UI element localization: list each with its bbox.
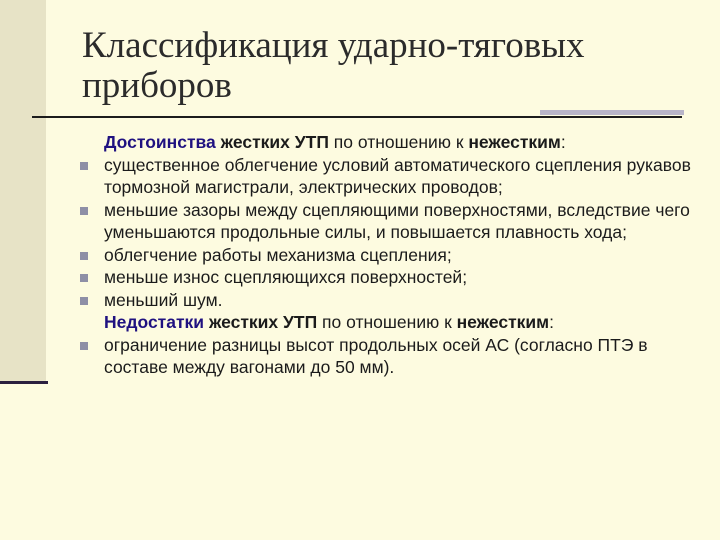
advantage-text: меньшие зазоры между сцепляющими поверхностями, вследствие чего уменьшаются продольные силы, и повышается плавность хода; bbox=[104, 199, 690, 242]
advantages-nonrigid: нежестким bbox=[468, 132, 561, 152]
advantage-text: облегчение работы механизма сцепления; bbox=[104, 244, 452, 265]
advantage-text: меньше износ сцепляющихся поверхностей; bbox=[104, 267, 468, 287]
disadvantages-nonrigid: нежестким bbox=[456, 312, 550, 332]
advantages-header bbox=[104, 131, 704, 154]
square-bullet-icon bbox=[80, 342, 88, 350]
square-bullet-icon bbox=[80, 252, 88, 260]
title-underline-accent bbox=[540, 110, 684, 115]
square-bullet-icon bbox=[80, 274, 88, 282]
advantage-text: меньший шум. bbox=[104, 289, 223, 310]
advantages-label: Достоинства bbox=[104, 132, 216, 152]
list-item bbox=[104, 289, 704, 312]
title-underline bbox=[32, 116, 682, 118]
advantages-mid: по отношению к bbox=[328, 132, 469, 152]
slide-body bbox=[104, 131, 704, 379]
left-decor-rule bbox=[0, 381, 48, 384]
square-bullet-icon bbox=[80, 297, 88, 305]
disadvantages-mid: по отношению к bbox=[317, 312, 457, 332]
list-item bbox=[104, 199, 704, 244]
advantages-rigid: жестких УТП bbox=[220, 132, 329, 152]
disadvantages-header bbox=[104, 311, 704, 334]
disadvantages-label: Недостатки bbox=[104, 312, 205, 332]
list-item bbox=[104, 154, 704, 199]
left-decor-bar bbox=[0, 0, 46, 383]
advantage-text: существенное облегчение условий автоматического сцепления рукавов тормозной магистрали, электрических проводов; bbox=[104, 154, 691, 197]
slide-title: Классификация ударно-тяговых приборов bbox=[82, 25, 585, 106]
list-item bbox=[104, 266, 704, 289]
disadvantages-colon: : bbox=[549, 312, 555, 332]
square-bullet-icon bbox=[80, 162, 88, 170]
disadvantages-rigid: жестких УТП bbox=[208, 312, 318, 332]
list-item bbox=[104, 334, 704, 379]
advantages-colon: : bbox=[560, 132, 566, 152]
disadvantage-text: ограничение разницы высот продольных осей АС (согласно ПТЭ в составе между вагонами до 50 мм). bbox=[104, 334, 648, 377]
square-bullet-icon bbox=[80, 207, 88, 215]
list-item bbox=[104, 244, 704, 267]
